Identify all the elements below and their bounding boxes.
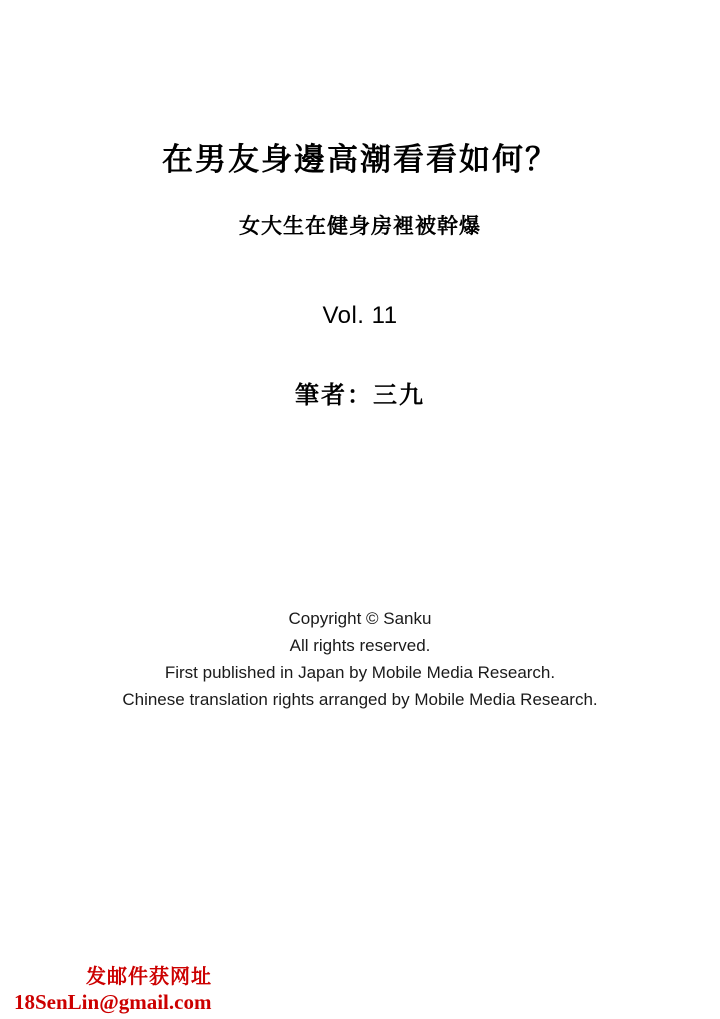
watermark-line-2: 18SenLin@gmail.com [14, 990, 212, 1014]
page-subtitle: 女大生在健身房裡被幹爆 [239, 213, 481, 238]
copyright-line-2: All rights reserved. [289, 636, 431, 655]
watermark [14, 963, 212, 1015]
volume-label: Vol. 11 [322, 302, 398, 329]
author-label: 筆者：三九 [295, 381, 425, 409]
copyright-line-3: First published in Japan by Mobile Media Research. [164, 663, 556, 682]
title-block [0, 140, 720, 240]
watermark-line-1: 发邮件获网址 [86, 964, 212, 988]
copyright-line-4: Chinese translation rights arranged by Mobile Media Research. [122, 690, 598, 709]
copyright-block [0, 605, 720, 713]
copyright-line-1: Copyright © Sanku [288, 609, 432, 628]
page-title: 在男友身邊高潮看看如何？ [162, 142, 558, 178]
